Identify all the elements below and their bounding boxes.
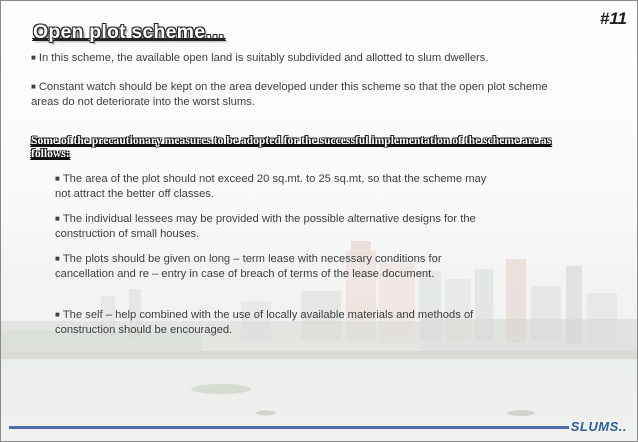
footer-divider <box>9 426 569 429</box>
bullet-icon: ■ <box>55 174 60 183</box>
slide-number: #11 <box>599 9 627 28</box>
bullet-icon: ■ <box>31 82 36 91</box>
measure-item <box>55 251 495 283</box>
scheme-description <box>31 50 551 66</box>
measure-text: The plots should be given on long – term lease with necessary conditions for cancellation and re – entry in case of breach of terms of the lease document. <box>55 253 442 281</box>
bullet-icon: ■ <box>55 254 60 263</box>
bullet-icon: ■ <box>55 310 60 319</box>
slide-title: Open plot scheme… <box>33 21 225 43</box>
measure-text: The self – help combined with the use of locally available materials and methods of construction should be encouraged. <box>55 309 474 337</box>
measure-item <box>55 307 495 339</box>
paragraph-text: Constant watch should be kept on the area developed under this scheme so that the open plot scheme areas do not deteriorate into the worst slums. <box>31 81 548 109</box>
measure-item <box>55 171 495 203</box>
measures-heading: Some of the precautionary measures to be adopted for the successful implementation of the scheme are as follows: <box>31 134 552 160</box>
paragraph-text: In this scheme, the available open land is suitably subdivided and allotted to slum dwellers. <box>38 52 489 64</box>
bullet-icon: ■ <box>31 53 36 62</box>
measure-text: The area of the plot should not exceed 20 sq.mt. to 25 sq.mt, so that the scheme may not attract the better off classes. <box>55 173 487 201</box>
measure-item <box>55 211 485 243</box>
footer-tag: SLUMS.. <box>570 419 627 434</box>
constant-watch-note <box>31 79 561 111</box>
measure-text: The individual lessees may be provided with the possible alternative designs for the construction of small houses. <box>55 213 476 241</box>
bullet-icon: ■ <box>55 214 60 223</box>
